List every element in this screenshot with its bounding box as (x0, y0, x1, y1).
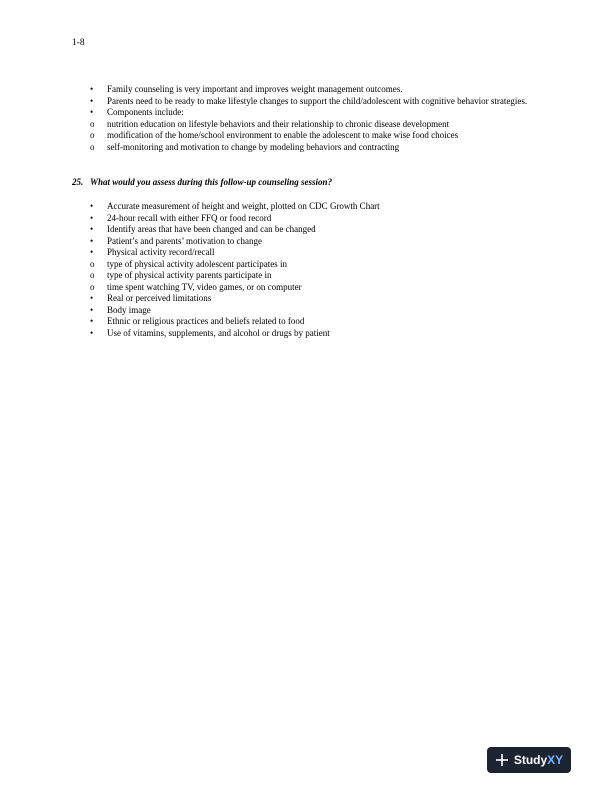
section-1 (90, 84, 540, 153)
bullet-list-2a (90, 201, 540, 259)
question-number: 25. (72, 177, 84, 187)
bullet-marker: • (90, 107, 94, 117)
bullet-marker: • (90, 212, 94, 223)
bullet-marker: • (90, 304, 94, 315)
list-item-text: Ethnic or religious practices and beliefs related to food (107, 316, 305, 326)
sub-list-item (90, 282, 540, 294)
bullet-marker: • (90, 224, 94, 234)
bullet-marker: • (90, 293, 94, 303)
plus-icon (495, 753, 509, 767)
logo-text-main: Study (513, 753, 548, 767)
sub-list-item-text: type of physical activity parents participate in (107, 270, 272, 280)
list-item-text: Accurate measurement of height and weight, plotted on CDC Growth Chart (107, 201, 380, 211)
bullet-marker: • (90, 84, 94, 94)
sub-bullet-marker: o (90, 130, 95, 140)
sub-list-item (90, 142, 540, 154)
list-item-text: Identify areas that have been changed and can be changed (107, 224, 316, 234)
list-item-text: 24-hour recall with either FFQ or food record (107, 212, 272, 223)
list-item (90, 247, 540, 259)
list-item (90, 107, 540, 119)
sub-list-item-text: modification of the home/school environment to enable the adolescent to make wise food choices (107, 130, 459, 140)
bullet-marker: • (90, 327, 94, 338)
sub-list-item-text: nutrition education on lifestyle behaviors and their relationship to chronic disease development (107, 118, 450, 129)
bullet-marker: • (90, 95, 94, 106)
list-item (90, 224, 540, 236)
sub-bullet-marker: o (90, 118, 95, 129)
question-text: What would you assess during this follow-up counseling session? (90, 177, 333, 187)
list-item (90, 293, 540, 305)
list-item (90, 236, 540, 248)
sub-list-item-text: type of physical activity adolescent participates in (107, 258, 287, 269)
sub-list-item (90, 259, 540, 271)
list-item (90, 201, 540, 213)
list-item (90, 328, 540, 340)
bullet-marker: • (90, 201, 94, 211)
sub-bullet-marker: o (90, 258, 95, 269)
list-item-text: Family counseling is very important and improves weight management outcomes. (107, 84, 403, 94)
sub-list-item (90, 119, 540, 131)
page-number: 1-8 (72, 38, 85, 48)
list-item (90, 213, 540, 225)
sub-bullet-marker: o (90, 281, 95, 292)
sub-list-item-text: time spent watching TV, video games, or on computer (107, 281, 302, 292)
bullet-list-1 (90, 84, 540, 119)
sub-bullet-list-1 (90, 119, 540, 154)
section-2 (90, 201, 540, 339)
bullet-marker: • (90, 316, 94, 326)
list-item-text: Real or perceived limitations (107, 293, 212, 303)
sub-bullet-marker: o (90, 141, 95, 152)
list-item-text: Use of vitamins, supplements, and alcohol or drugs by patient (107, 327, 330, 338)
logo-text (514, 753, 563, 767)
list-item-text: Patient’s and parents’ motivation to change (107, 235, 263, 246)
studyxy-logo[interactable] (487, 747, 571, 773)
bullet-list-2b (90, 293, 540, 339)
list-item (90, 84, 540, 96)
list-item-text: Body image (107, 304, 151, 315)
sub-list-item (90, 270, 540, 282)
list-item (90, 316, 540, 328)
list-item-text: Components include: (107, 107, 184, 117)
list-item-text: Physical activity record/recall (107, 247, 215, 257)
sub-list-item-text: self-monitoring and motivation to change by modeling behaviors and contracting (107, 141, 400, 152)
sub-bullet-marker: o (90, 270, 95, 280)
sub-bullet-list-2 (90, 259, 540, 294)
question-heading (72, 177, 332, 187)
sub-list-item (90, 130, 540, 142)
logo-text-accent: XY (547, 753, 564, 767)
list-item (90, 96, 540, 108)
list-item (90, 305, 540, 317)
bullet-marker: • (90, 235, 94, 246)
list-item-text: Parents need to be ready to make lifestyle changes to support the child/adolescent with cognitive behavior strategies. (107, 95, 528, 106)
bullet-marker: • (90, 247, 94, 257)
